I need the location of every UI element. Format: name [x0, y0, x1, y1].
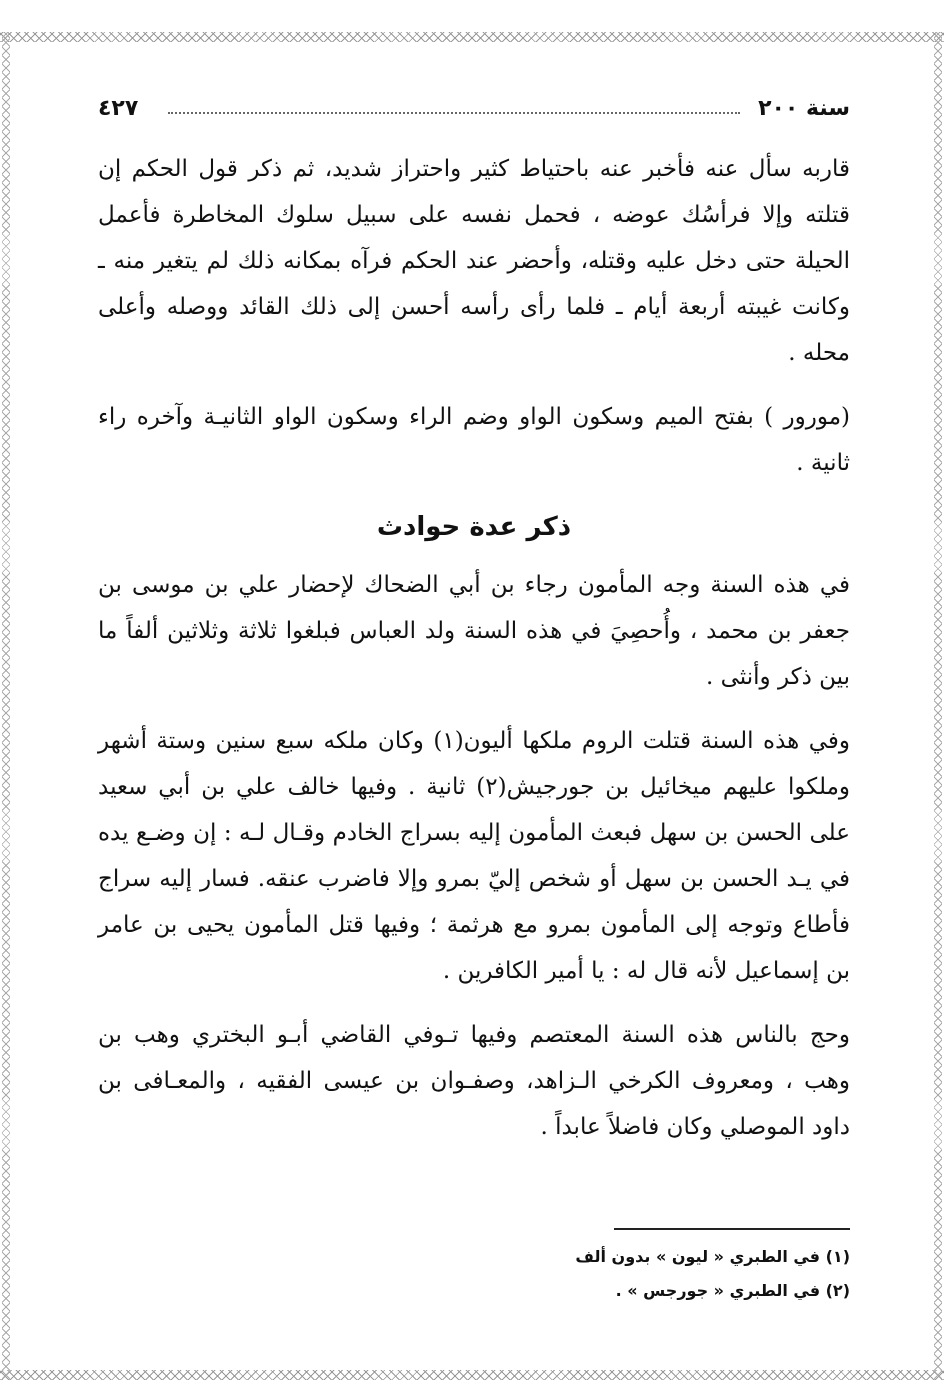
- paragraph-3: في هذه السنة وجه المأمون رجاء بن أبي الضحاك لإحضار علي بن موسى بن جعفر بن محمد ، وأُحصِيَ في هذه السنة ولد العباس فبلغوا ثلاثة وثلاثين ألفاً ما بين ذكر وأنثى .: [98, 572, 850, 690]
- running-head: [98, 90, 850, 126]
- page-body: [98, 90, 850, 1150]
- footnote-rule: [614, 1228, 850, 1230]
- footnote-2: (٢) في الطبري « جورجس » .: [615, 1281, 850, 1300]
- leader-dots: [168, 112, 740, 114]
- paragraph-4: وفي هذه السنة قتلت الروم ملكها أليون(١) وكان ملكه سبع سنين وستة أشهر وملكوا عليهم ميخائيل بن جورجيش(٢) ثانية . وفيها خالف علي بن أبي سعيد على الحسن بن سهل فبعث المأمون إليه بسراج الخادم وقـال لـه : إن وضـع يده في يـد الحسن بن سهل أو شخص إليّ بمرو وإلا فاضرب عنقه. فسار إليه سراج فأطاع وتوجه إلى المأمون بمرو مع هرثمة ؛ وفيها قتل المأمون يحيى بن عامر بن إسماعيل لأنه قال له : يا أمير الكافرين .: [98, 728, 850, 984]
- section-heading: ذكر عدة حوادث: [376, 512, 572, 542]
- page-border-top: [0, 32, 944, 42]
- paragraph-2: (مورور ) بفتح الميم وسكون الواو وضم الراء وسكون الواو الثانيـة وآخره راء ثانية .: [98, 404, 850, 476]
- running-head-year: سنة ٢٠٠: [758, 96, 850, 121]
- page-border-right: [934, 32, 942, 1380]
- page-border-bottom: [0, 1370, 944, 1380]
- paragraph-5: وحج بالناس هذه السنة المعتصم وفيها تـوفي القاضي أبـو البختري وهب بن وهب ، ومعروف الكرخي الـزاهد، وصفـوان بن عيسى الفقيه ، والمعـافى بن داود الموصلي وكان فاضلاً عابداً .: [98, 1022, 850, 1140]
- footnotes: [98, 1228, 850, 1308]
- footnote-1: (١) في الطبري « ليون » بدون ألف: [575, 1247, 850, 1266]
- page-number: ٤٢٧: [98, 96, 139, 121]
- paragraph-1: قاربه سأل عنه فأخبر عنه باحتياط كثير واحتراز شديد، ثم ذكر قول الحكم إن قتلته وإلا فرأسُك عوضه ، فحمل نفسه على سبيل سلوك المخاطرة فأعمل الحيلة حتى دخل عليه وقتله، وأحضر عند الحكم فرآه بمكانه ذلك لم يتغير منه ـ وكانت غيبته أربعة أيام ـ فلما رأى رأسه أحسن إلى ذلك القائد ووصله وأعلى محله .: [98, 156, 850, 366]
- page-border-left: [2, 32, 10, 1380]
